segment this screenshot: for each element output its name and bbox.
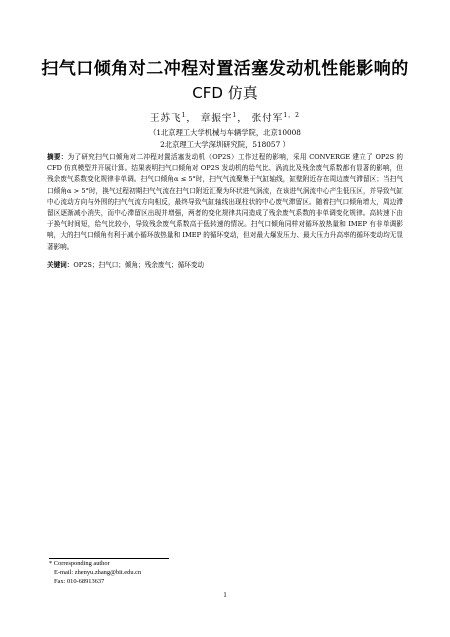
author-name: 王苏飞: [150, 113, 182, 125]
keywords-label: 关键词：: [47, 261, 74, 269]
author-affiliation-mark: 1: [232, 112, 238, 119]
paper-title-line2: CFD 仿真: [192, 84, 258, 102]
abstract-text: 为了研究扫气口倾角对二冲程对置活塞发动机（OP2S）工作过程的影响，采用 CONVERGE 建立了 OP2S 的 CFD 仿真模型并开展计算。结果表明扫气口倾角对 OP2S 发动机的给气比、涡流比及残余废气系数都有显著的影响，但残余废气系数变化规律非单调。扫气口倾角α ≤ 5°时，扫气气流聚集于气缸轴线，缸壁附近存在周边废气滞留区；当扫气口倾角α > 5°时，换气过程初期扫气气流在扫气口附近汇聚为环状进气涡流，在该进气涡流中心产生低压区，并导致气缸中心流动方向与外围的扫气气流方向相反，最终导致气缸轴线出现柱状的中心废气滞留区。随着扫气口倾角增大，周边滞留区逐渐减小消失，而中心滞留区出现并增强，两者的变化规律共同造成了残余废气系数的非单调变化规律。高转速下由于换气时间短，给气比较小，导致残余废气系数高于低转速的情况。扫气口倾角同样对循环放热量和 IMEP 有非单调影响，大的扫气口倾角有利于减小循环放热量和 IMEP 的循环变动，但对最大爆发压力、最大压力升高率的循环变动均无显著影响。: [47, 153, 403, 251]
paper-title-line1: 扫气口倾角对二冲程对置活塞发动机性能影响的: [41, 59, 409, 79]
footnote-email: E-mail: zhenyu.zhang@bit.edu.cn: [54, 568, 142, 576]
abstract: [47, 152, 403, 253]
abstract-label: 摘要：: [47, 153, 68, 161]
page-number: 1: [223, 591, 227, 599]
author-affiliation-mark: 1: [181, 112, 187, 119]
footnote-divider: [49, 558, 169, 559]
author-name: 张付军: [251, 113, 284, 125]
footnote-fax: Fax: 010-68913637: [54, 577, 105, 585]
footnote-corresponding: * Corresponding author: [49, 560, 110, 567]
keywords: [47, 260, 403, 271]
author-name: 章振宇: [200, 113, 233, 125]
footnote: [49, 560, 141, 586]
author-affiliation-mark: 1，2: [283, 112, 300, 119]
affiliation-1: （1北京理工大学机械与车辆学院，北京10008: [149, 128, 301, 137]
keywords-text: OP2S；扫气口；倾角；残余废气；循环变动: [73, 261, 205, 269]
affiliation-2: 2北京理工大学深圳研究院，518057 ）: [160, 140, 290, 149]
author-list: 王苏飞$^1$， 章振宇$^1$， 张付军$^{1,2}$: [150, 112, 300, 125]
